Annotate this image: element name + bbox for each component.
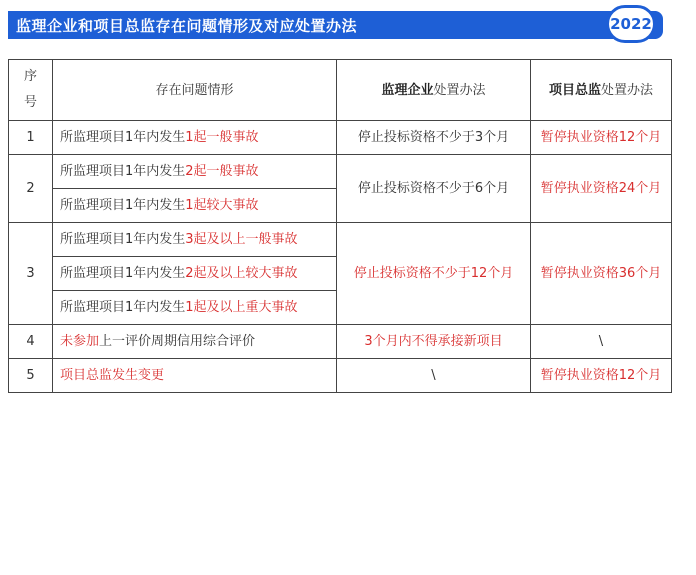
- row-index: 3: [9, 223, 53, 325]
- enterprise-measure: 停止投标资格不少于6个月: [337, 155, 531, 223]
- situation-cell: 所监理项目1年内发生2起一般事故: [53, 155, 337, 189]
- table-row: [9, 223, 672, 257]
- year-badge-tail: [655, 11, 663, 39]
- header-index: 序号: [9, 60, 53, 121]
- header-director: [531, 60, 672, 121]
- table-header-row: [9, 60, 672, 121]
- row-index: 4: [9, 325, 53, 359]
- table-row: [9, 155, 672, 189]
- situation-cell: 所监理项目1年内发生1起较大事故: [53, 189, 337, 223]
- situation-cell: 未参加上一评价周期信用综合评价: [53, 325, 337, 359]
- situation-cell: 所监理项目1年内发生1起一般事故: [53, 121, 337, 155]
- situation-cell: 项目总监发生变更: [53, 359, 337, 393]
- enterprise-measure: 3个月内不得承接新项目: [337, 325, 531, 359]
- row-index: 2: [9, 155, 53, 223]
- row-index: 5: [9, 359, 53, 393]
- director-measure: \: [531, 325, 672, 359]
- enterprise-measure: 停止投标资格不少于12个月: [337, 223, 531, 325]
- title-bar: [8, 11, 656, 39]
- director-measure: 暂停执业资格12个月: [531, 359, 672, 393]
- enterprise-measure: 停止投标资格不少于3个月: [337, 121, 531, 155]
- table-row: [9, 121, 672, 155]
- situation-cell: 所监理项目1年内发生3起及以上一般事故: [53, 223, 337, 257]
- disposal-table: [8, 59, 672, 393]
- header-director-bold: 项目总监: [548, 82, 601, 98]
- table-row: [9, 325, 672, 359]
- row-index: 1: [9, 121, 53, 155]
- situation-cell: 所监理项目1年内发生1起及以上重大事故: [53, 291, 337, 325]
- header-situation: 存在问题情形: [53, 60, 337, 121]
- director-measure: 暂停执业资格36个月: [531, 223, 672, 325]
- header-director-rest: 处置办法: [601, 82, 654, 98]
- situation-cell: 所监理项目1年内发生2起及以上较大事故: [53, 257, 337, 291]
- director-measure: 暂停执业资格24个月: [531, 155, 672, 223]
- header-enterprise-rest: 处置办法: [433, 82, 486, 98]
- page-title: 监理企业和项目总监存在问题情形及对应处置办法: [16, 17, 358, 35]
- director-measure: 暂停执业资格12个月: [531, 121, 672, 155]
- header-enterprise-bold: 监理企业: [381, 82, 434, 98]
- header-enterprise: [337, 60, 531, 121]
- enterprise-measure: \: [337, 359, 531, 393]
- year-badge: 2022: [606, 5, 656, 43]
- table-row: [9, 359, 672, 393]
